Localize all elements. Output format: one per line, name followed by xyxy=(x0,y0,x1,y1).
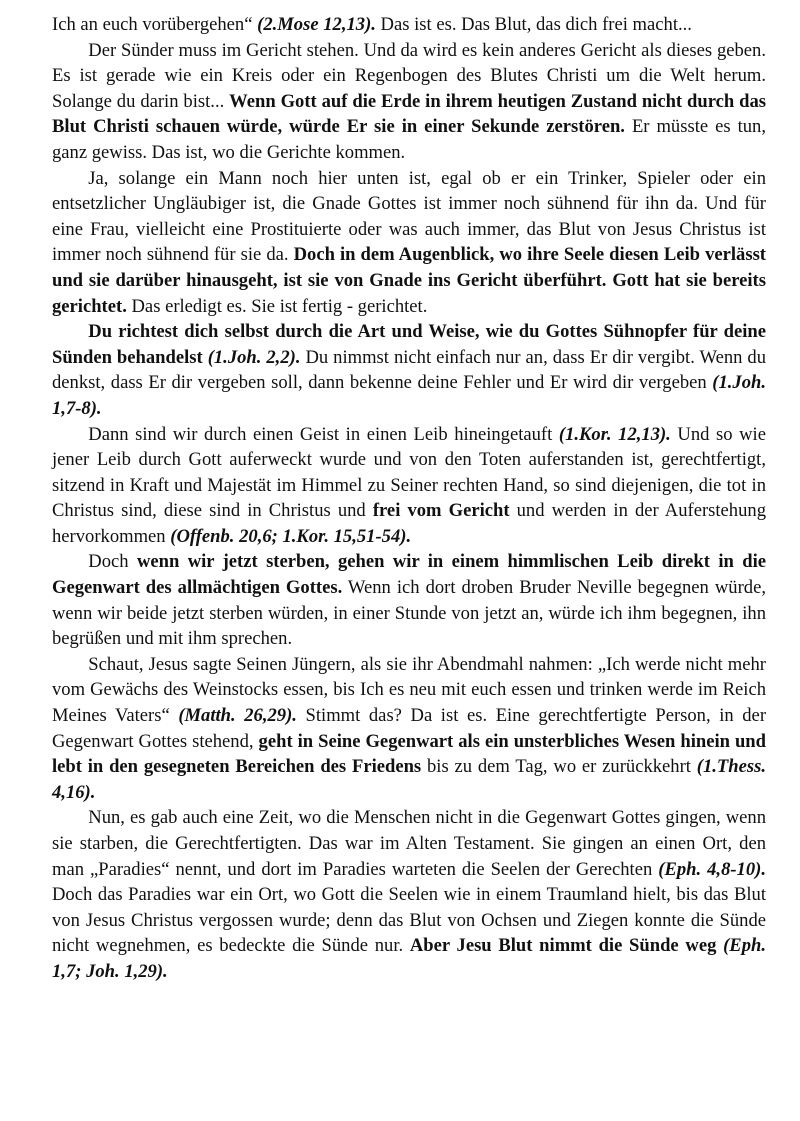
text-run: Nun, es gab auch eine Zeit, wo die Menschen nicht in die Gegenwart Gottes gingen, wenn sie starben, die Gerechtfertigten. Das war im Alten Testament. Sie gingen an einen Ort, den man „Paradies“ nennt, und dort im Paradies warteten die Seelen der Gerechten xyxy=(52,807,766,880)
text-run: Du nimmst nicht einfach nur an, dass Er dir vergibt. Wenn du denkst, dass Er dir vergeben soll, dann bekenne deine Fehler und Er wird dir vergeben xyxy=(52,346,766,394)
scripture-reference: (Eph. 4,8-10). xyxy=(658,858,766,880)
scripture-reference: (2.Mose 12,13). xyxy=(257,14,376,35)
text-run: Und so wie jener Leib durch Gott auferweckt wurde und von den Toten auferstanden ist, gerechtfertigt, sitzend in Kraft und Majestät im Himmel zu Seiner rechten Hand, so sind diejenigen, die tot in Christus sind, diese sind in Christus und xyxy=(52,423,766,522)
text-run: Wenn ich dort droben Bruder Neville begegnen würde, wenn wir beide jetzt sterben würden, in einer Stunde von jetzt an, würde ich ihm begegnen, ihn begrüßen und mit ihm sprechen. xyxy=(52,577,766,650)
emphasis-text: frei vom Gericht xyxy=(372,500,510,522)
body-paragraph xyxy=(52,319,766,421)
scripture-reference: (Offenb. 20,6; 1.Kor. 15,51-54). xyxy=(170,525,412,547)
text-run: Schaut, Jesus sagte Seinen Jüngern, als sie ihr Abendmahl nahmen: „Ich werde nicht mehr vom Gewächs des Weinstocks essen, bis Ich es neu mit euch essen und trinken werde im Reich Meines Vaters“ xyxy=(52,653,766,727)
scripture-reference: (1.Kor. 12,13). xyxy=(558,423,671,445)
emphasis-text: geht in Seine Gegenwart als ein unsterbliches Wesen hinein und lebt in den gesegneten Bereichen des Friedens xyxy=(52,730,766,778)
scripture-reference: (Matth. 26,29). xyxy=(178,705,297,727)
body-paragraph xyxy=(52,12,766,38)
text-run: Er müsste es tun, ganz gewiss. Das ist, wo die Gerichte kommen. xyxy=(52,116,766,163)
text-run: und werden in der Auferstehung hervorkommen xyxy=(52,500,766,547)
text-run: Der Sünder muss im Gericht stehen. Und da wird es kein anderes Gericht als dieses geben. Es ist gerade wie ein Kreis oder ein Regenbogen des Blutes Christi um die Welt herum. Solange du darin bist... xyxy=(52,39,766,112)
emphasis-text: wenn wir jetzt sterben, gehen wir in einem himmlischen Leib direkt in die Gegenwart des allmächtigen Gottes. xyxy=(52,551,766,599)
scripture-reference: (1.Thess. 4,16). xyxy=(52,756,766,803)
text-run: Doch xyxy=(88,551,137,573)
body-paragraph xyxy=(52,652,766,806)
emphasis-text: Wenn Gott auf die Erde in ihrem heutigen Zustand nicht durch das Blut Christi schauen würde, würde Er sie in einer Sekunde zerstören. xyxy=(52,90,767,138)
text-run: Doch das Paradies war ein Ort, wo Gott die Seelen wie in einem Traumland hielt, bis das Blut von Jesus Christus vergossen wurde; denn das Blut von Ochsen und Ziegen konnte die Sünde nicht wegnehmen, es bedeckte die Sünde nur. xyxy=(52,884,766,957)
text-run: Ja, solange ein Mann noch hier unten ist, egal ob er ein Trinker, Spieler oder ein entsetzlicher Ungläubiger ist, die Gnade Gottes ist immer noch sühnend für ihn da. Und für eine Frau, vielleicht eine Prostituierte oder was auch immer, das Blut von Jesus Christus ist immer noch sühnend für sie da. xyxy=(52,167,766,266)
body-paragraph xyxy=(52,38,766,166)
scripture-reference: (Eph. 1,7; Joh. 1,29). xyxy=(52,935,766,982)
emphasis-text: Du richtest dich selbst durch die Art und Weise, wie du Gottes Sühnopfer für deine Sünden behandelst xyxy=(52,321,766,368)
text-run: Dann sind wir durch einen Geist in einen Leib hineingetauft xyxy=(88,423,559,445)
emphasis-text: Aber Jesu Blut nimmt die Sünde weg xyxy=(409,935,717,957)
text-run: Ich an euch vorübergehen“ xyxy=(52,14,258,35)
text-run: Das ist es. Das Blut, das dich frei macht... xyxy=(375,14,692,35)
body-paragraph xyxy=(52,549,766,651)
text-run: Stimmt das? Da ist es. Eine gerechtfertigte Person, in der Gegenwart Gottes stehend, xyxy=(52,705,767,752)
body-paragraph xyxy=(52,166,766,320)
scripture-reference: (1.Joh. 1,7-8). xyxy=(52,372,766,419)
text-run: bis zu dem Tag, wo er zurückkehrt xyxy=(421,756,697,778)
text-run: Das erledigt es. Sie ist fertig - gerichtet. xyxy=(126,295,428,317)
scripture-reference: (1.Joh. 2,2). xyxy=(207,346,301,368)
emphasis-text: Doch in dem Augenblick, wo ihre Seele diesen Leib verlässt und sie darüber hinausgeht, ist sie von Gnade ins Gericht überführt. Gott hat sie bereits gerichtet. xyxy=(52,244,767,317)
body-paragraph xyxy=(52,422,766,550)
body-paragraph xyxy=(52,805,766,984)
